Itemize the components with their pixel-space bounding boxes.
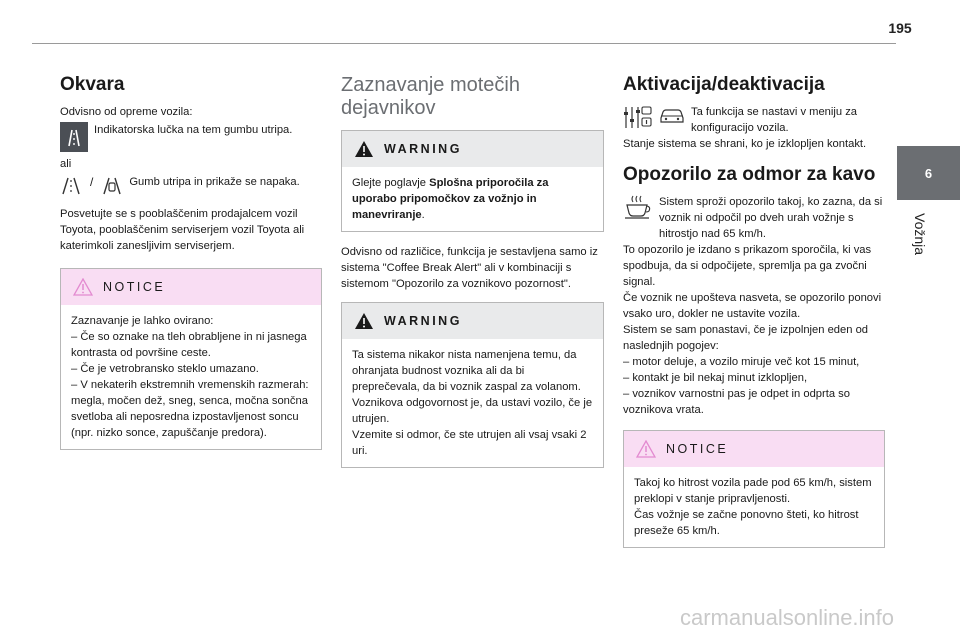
- contact-text: Posvetujte se s pooblaščenim prodajalcem vozil Toyota, pooblaščenim serviserjem vozil Toyota ali katerimkoli zanesljivim serviserjem.: [60, 208, 305, 252]
- warning-suffix: .: [421, 209, 425, 221]
- alert-line: Če voznik ne upošteva nasveta, se opozorilo ponovi vsako uro, dokler ne ustavite vozila.: [623, 292, 882, 320]
- section-heading-activation: Aktivacija/deaktivacija: [623, 74, 825, 95]
- warning-box-2: [341, 302, 604, 468]
- alert-line: To opozorilo je izdano s prikazom sporočila, ki vas spodbuja, da si odpočijete, spremlja pa ga zvočni signal.: [623, 244, 872, 288]
- lane-warning-icon: [60, 174, 82, 196]
- watermark: carmanualsonline.info: [680, 605, 895, 630]
- or-text: ali: [60, 158, 72, 170]
- column-activation: [623, 74, 885, 560]
- coffee-alert-intro: Sistem sproži opozorilo takoj, ko zazna, da si voznik ni odpočil po dveh urah vožnje s hitrostjo nad 65 km/h.: [659, 196, 883, 240]
- warning-body: [342, 339, 603, 467]
- warning-chapter-ref: Splošna priporočila za uporabo pripomočkov za vožnjo in manevriranje: [352, 177, 549, 221]
- chapter-tab[interactable]: 6: [897, 146, 960, 200]
- warning-triangle-icon: [354, 140, 374, 158]
- indicator-text: Indikatorska lučka na tem gumbu utripa.: [94, 124, 293, 136]
- lane-assist-icon: [101, 174, 123, 196]
- alert-line: – motor deluje, a vozilo miruje več kot 15 minut,: [623, 356, 860, 368]
- header-divider: [32, 43, 896, 44]
- distraction-body: Odvisno od različice, funkcija je sestavljena samo iz sistema "Coffee Break Alert" ali v kombinaciji s sistemom "Opozorilo za voznikovo pozornost".: [341, 246, 598, 290]
- notice-header: [61, 269, 321, 305]
- warning-title: WARNING: [384, 142, 462, 156]
- state-text: Stanje sistema se shrani, ko je izklopljen kontakt.: [623, 138, 867, 150]
- column-okvara: [60, 74, 322, 462]
- notice-line: Zaznavanje je lahko ovirano:: [71, 315, 214, 327]
- notice-box-okvara: [60, 268, 322, 450]
- notice-title: NOTICE: [103, 280, 166, 294]
- notice-line: – V nekaterih ekstremnih vremenskih razmerah: megla, močen dež, sneg, senca, močna sončna svetloba ali neposredna izpostavljenost soncu (npr. nizko sonce, zapuščanje predora).: [71, 379, 309, 439]
- activation-row: [623, 104, 885, 136]
- notice-body: [61, 305, 321, 449]
- warning-box-1: [341, 130, 604, 232]
- chapter-title: Vožnja: [912, 213, 928, 256]
- warning-line: Vzemite si odmor, če ste utrujen ali vsaj vsaki 2 uri.: [352, 429, 587, 457]
- notice-line: Čas vožnje se začne ponovno šteti, ko hitrost preseže 65 km/h.: [634, 509, 859, 537]
- warning-prefix: Glejte poglavje: [352, 177, 430, 189]
- notice-line: – Če so oznake na tleh obrabljene in ni jasnega kontrasta od površine ceste.: [71, 331, 307, 359]
- coffee-alert-row: [623, 194, 885, 242]
- alert-line: – voznikov varnostni pas je odpet in odprta so voznikova vrata.: [623, 388, 850, 416]
- intro-text: Odvisno od opreme vozila:: [60, 106, 193, 118]
- settings-menu-icon: [623, 104, 653, 130]
- warning-title: WARNING: [384, 314, 462, 328]
- indicator-row: [60, 122, 322, 152]
- activation-text: Ta funkcija se nastavi v meniju za konfiguracijo vozila.: [691, 106, 858, 134]
- coffee-cup-icon: [623, 194, 653, 220]
- alert-line: Sistem se sam ponastavi, če je izpolnjen eden od naslednjih pogojev:: [623, 324, 869, 352]
- warning-header: [342, 131, 603, 167]
- notice-title: NOTICE: [666, 442, 729, 456]
- warning-header: [342, 303, 603, 339]
- notice-triangle-icon: [636, 440, 656, 458]
- lane-button-icon: [60, 122, 88, 152]
- warning-line: Voznikova odgovornost je, da ustavi vozilo, če je utrujen.: [352, 397, 593, 425]
- column-distraction: [341, 74, 604, 480]
- section-heading-distraction: Zaznavanje motečih dejavnikov: [341, 74, 520, 119]
- slash-separator: /: [90, 175, 94, 189]
- warning-line: Ta sistema nikakor nista namenjena temu, da ohranjata budnost voznika ali da bi preprečevala, da bi voznik zaspal za volanom.: [352, 349, 581, 393]
- notice-triangle-icon: [73, 278, 93, 296]
- page-number: 195: [888, 20, 912, 36]
- alert-line: – kontakt je bil nekaj minut izklopljen,: [623, 372, 808, 384]
- section-heading-coffee-break: Opozorilo za odmor za kavo: [623, 164, 876, 185]
- notice-line: Takoj ko hitrost vozila pade pod 65 km/h, sistem preklopi v stanje pripravljenosti.: [634, 477, 872, 505]
- notice-line: – Če je vetrobransko steklo umazano.: [71, 363, 259, 375]
- section-heading-okvara: Okvara: [60, 74, 125, 95]
- notice-body: [624, 467, 884, 547]
- fault-text: Gumb utripa in prikaže se napaka.: [129, 176, 300, 188]
- notice-box-coffee: [623, 430, 885, 548]
- fault-row: [60, 174, 322, 196]
- warning-body: [342, 167, 603, 231]
- car-icon: [659, 104, 685, 126]
- warning-triangle-icon: [354, 312, 374, 330]
- notice-header: [624, 431, 884, 467]
